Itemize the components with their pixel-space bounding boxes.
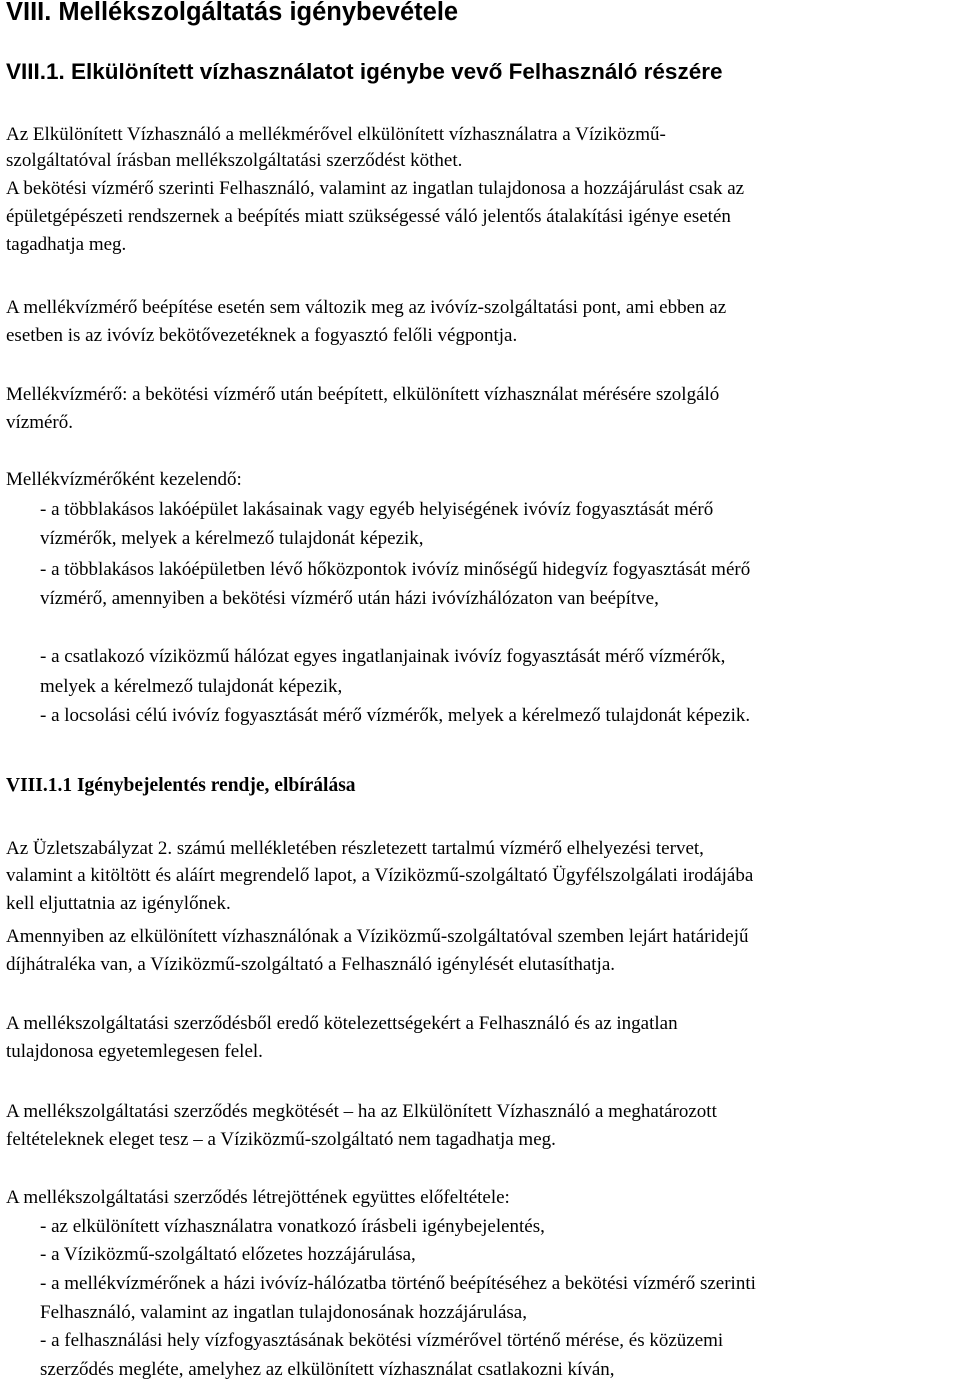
subsection-title: VIII.1.1 Igénybejelentés rendje, elbírálása <box>6 775 356 796</box>
list-item: - a többlakásos lakóépület lakásainak vagy egyéb helyiségének ivóvíz fogyasztását mérő <box>40 499 714 520</box>
text-line: Mellékvízmérő: a bekötési vízmérő után beépített, elkülönített vízhasználat mérésére szolgáló <box>6 384 720 405</box>
text-line: A mellékszolgáltatási szerződés létrejöttének együttes előfeltétele: <box>6 1187 510 1208</box>
text-line: A bekötési vízmérő szerinti Felhasználó, valamint az ingatlan tulajdonosa a hozzájárulást csak az <box>6 178 745 199</box>
text-line: Az Elkülönített Vízhasználó a mellékmérővel elkülönített vízhasználatra a Víziközmű- <box>6 124 666 145</box>
list-item: vízmérő, amennyiben a bekötési vízmérő után házi ivóvízhálózaton van beépítve, <box>40 588 659 609</box>
list-item: - a locsolási célú ivóvíz fogyasztását mérő vízmérők, melyek a kérelmező tulajdonát képezik. <box>40 705 751 726</box>
text-line: A mellékszolgáltatási szerződés megkötését – ha az Elkülönített Vízhasználó a meghatározott <box>6 1101 717 1122</box>
text-line: Az Üzletszabályzat 2. számú mellékletében részletezett tartalmú vízmérő elhelyezési tervet, <box>6 838 704 859</box>
list-item: - a Víziközmű-szolgáltató előzetes hozzájárulása, <box>40 1244 416 1265</box>
page-title: VIII. Mellékszolgáltatás igénybevétele <box>6 0 459 26</box>
text-line: feltételeknek eleget tesz – a Víziközmű-szolgáltató nem tagadhatja meg. <box>6 1129 556 1150</box>
list-item: - a felhasználási hely vízfogyasztásának bekötési vízmérővel történő mérése, és közüzemi <box>40 1330 724 1351</box>
text-line: Amennyiben az elkülönített vízhasználónak a Víziközmű-szolgáltatóval szemben lejárt határidejű <box>6 926 749 947</box>
list-item: - a többlakásos lakóépületben lévő hőközpontok ivóvíz minőségű hidegvíz fogyasztását mérő <box>40 559 751 580</box>
list-item: vízmérők, melyek a kérelmező tulajdonát képezik, <box>40 528 424 549</box>
list-item: szerződés megléte, amelyhez az elkülönített vízhasználat csatlakozni kíván, <box>40 1359 615 1380</box>
text-line: A mellékszolgáltatási szerződésből eredő kötelezettségekért a Felhasználó és az ingatlan <box>6 1013 678 1034</box>
section-title: VIII.1. Elkülönített vízhasználatot igénybe vevő Felhasználó részére <box>6 59 723 84</box>
text-line: Mellékvízmérőként kezelendő: <box>6 469 242 490</box>
list-item: - a mellékvízmérőnek a házi ivóvíz-hálózatba történő beépítéséhez a bekötési vízmérő szerinti <box>40 1273 756 1294</box>
list-item: Felhasználó, valamint az ingatlan tulajdonosának hozzájárulása, <box>40 1302 527 1323</box>
list-item: - az elkülönített vízhasználatra vonatkozó írásbeli igénybejelentés, <box>40 1216 545 1237</box>
text-line: valamint a kitöltött és aláírt megrendelő lapot, a Víziközmű-szolgáltató Ügyfélszolgálati irodájába <box>6 865 754 886</box>
text-line: A mellékvízmérő beépítése esetén sem változik meg az ivóvíz-szolgáltatási pont, ami ebben az <box>6 297 727 318</box>
text-line: tagadhatja meg. <box>6 234 127 255</box>
text-line: vízmérő. <box>6 412 74 433</box>
text-line: díjhátraléka van, a Víziközmű-szolgáltató a Felhasználó igénylését elutasíthatja. <box>6 954 616 975</box>
list-item: - a csatlakozó víziközmű hálózat egyes ingatlanjainak ivóvíz fogyasztását mérő vízmérők, <box>40 646 726 667</box>
list-item: melyek a kérelmező tulajdonát képezik, <box>40 676 343 697</box>
text-line: esetben is az ivóvíz bekötővezetéknek a fogyasztó felőli végpontja. <box>6 325 518 346</box>
text-line: kell eljuttatnia az igénylőnek. <box>6 893 231 914</box>
text-line: szolgáltatóval írásban mellékszolgáltatási szerződést köthet. <box>6 150 463 171</box>
text-line: tulajdonosa egyetemlegesen felel. <box>6 1041 263 1062</box>
text-line: épületgépészeti rendszernek a beépítés miatt szükségessé váló jelentős átalakítási igénye esetén <box>6 206 731 227</box>
